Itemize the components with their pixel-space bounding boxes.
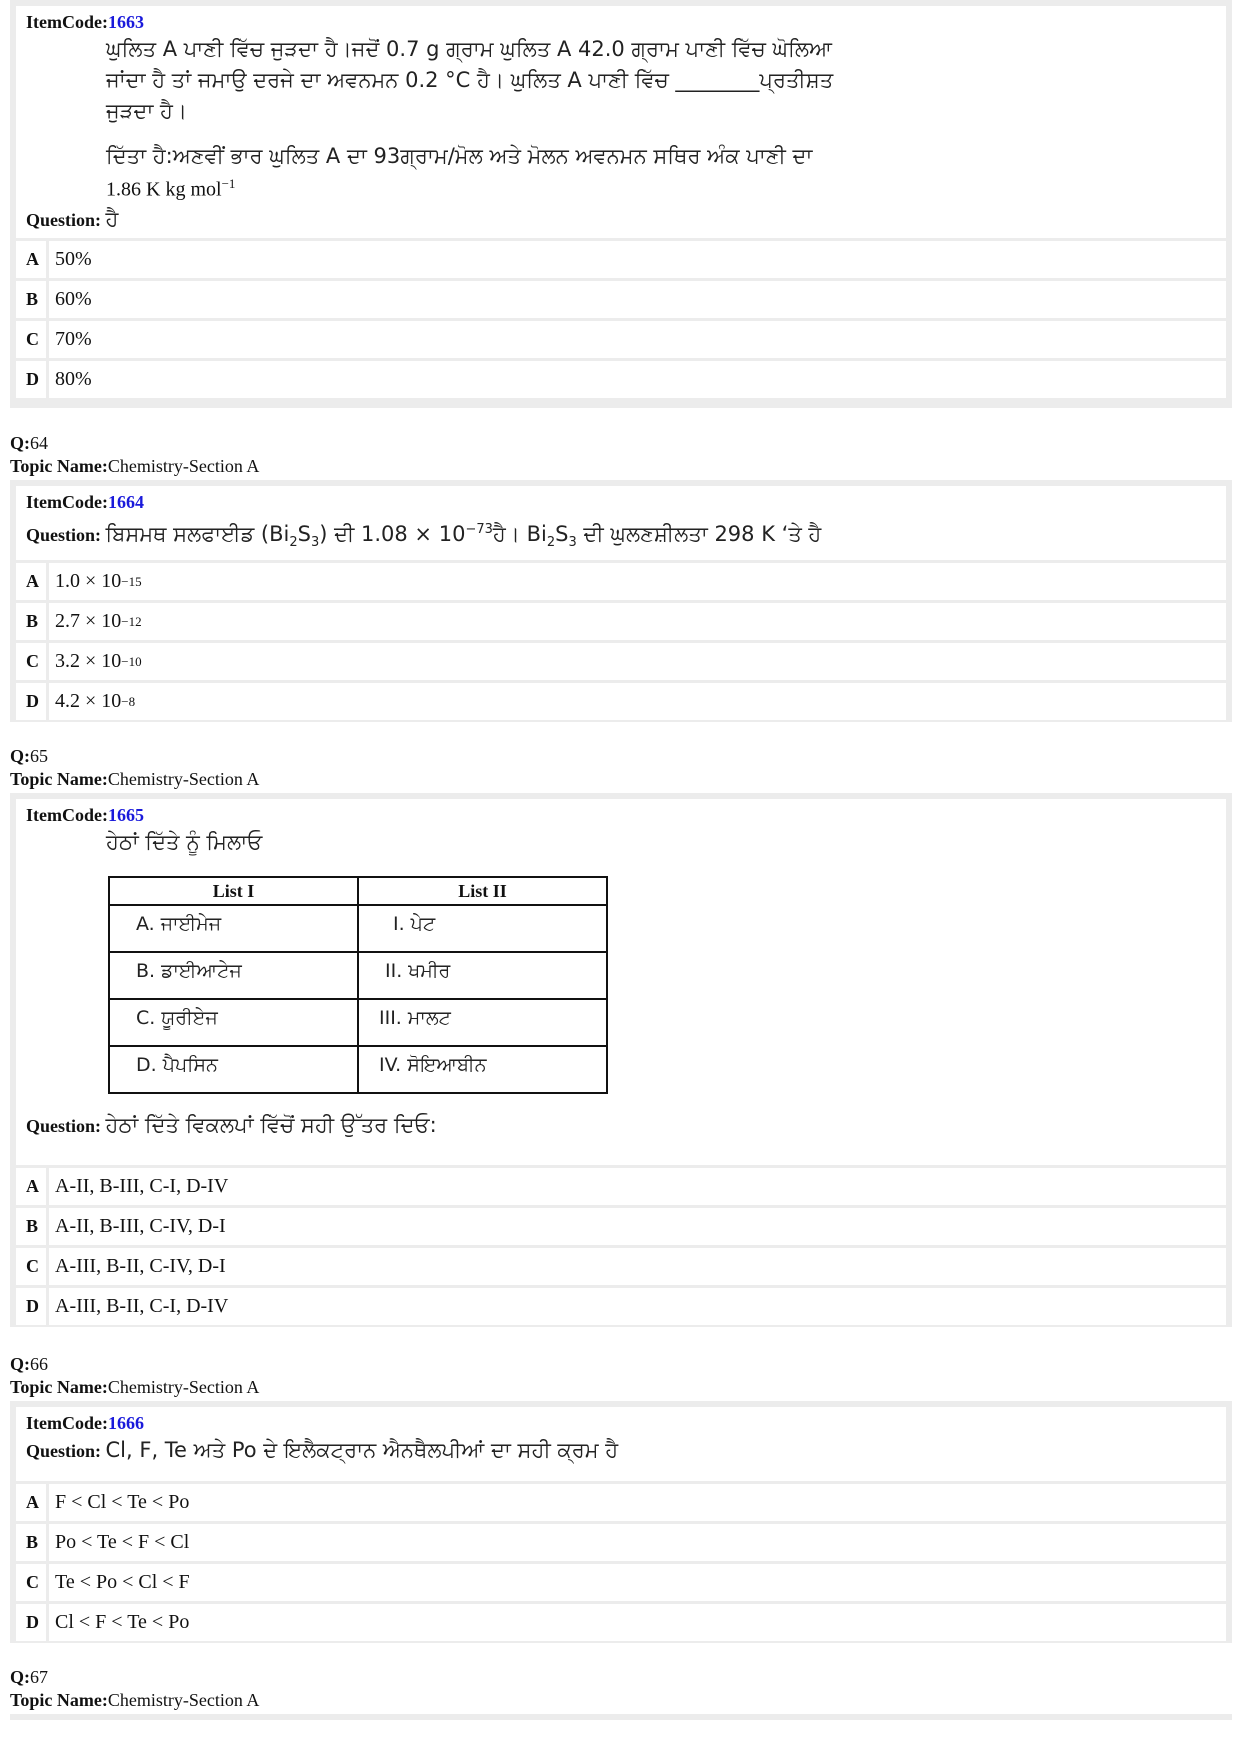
topic-label: Topic Name: <box>10 1377 108 1397</box>
question-text <box>105 522 822 551</box>
question-label: Question: <box>26 1441 102 1461</box>
option-text: 80% <box>49 361 1226 398</box>
q-sub: 2 <box>546 535 556 551</box>
q-label: Q: <box>10 746 30 766</box>
option-row[interactable] <box>16 1168 1226 1205</box>
table-cell: B. ਡਾਈਆਟੇਜ <box>109 952 358 999</box>
table-cell: III. ਮਾਲਟ <box>358 999 607 1046</box>
stem-line: ਜਾਂਦਾ ਹੈ ਤਾਂ ਜਮਾਉ ਦਰਜੇ ਦਾ ਅਵਨਮਨ 0.2 °C ਹੈ। ਘੁਲਿਤ A ਪਾਣੀ ਵਿੱਚ ________ਪ੍ਰਤੀਸ਼ਤ <box>106 68 834 92</box>
question-line <box>26 514 1216 558</box>
option-letter: D <box>16 1288 46 1325</box>
table-cell: A. ਜਾਈਮੇਜ <box>109 905 358 952</box>
option-letter: D <box>16 1604 46 1641</box>
option-letter: B <box>16 603 46 640</box>
question-block-1665 <box>10 793 1232 1327</box>
option-text: F < Cl < Te < Po <box>49 1484 1226 1521</box>
q-label: Q: <box>10 1667 30 1687</box>
option-row[interactable] <box>16 1248 1226 1285</box>
option-letter: A <box>16 563 46 600</box>
question-label: Question: <box>26 209 102 230</box>
option-text <box>49 643 1226 680</box>
table-cell: IV. ਸੋਇਆਬੀਨ <box>358 1046 607 1093</box>
table-row <box>109 999 607 1046</box>
item-stem <box>16 486 1226 560</box>
topic-name: Chemistry-Section A <box>107 769 260 789</box>
table-row <box>109 1046 607 1093</box>
q-text-part: ) ਦੀ 1.08 × 10 <box>319 522 466 546</box>
item-stem <box>16 6 1226 238</box>
question-block-1663 <box>10 0 1232 408</box>
question-header <box>10 745 259 791</box>
option-letter: B <box>16 1208 46 1245</box>
option-text: 60% <box>49 281 1226 318</box>
option-row[interactable] <box>16 563 1226 600</box>
q-text-part: ਬਿਸਮਥ ਸਲਫਾਈਡ (Bi <box>105 522 290 546</box>
option-text: Cl < F < Te < Po <box>49 1604 1226 1641</box>
q-number: 67 <box>30 1667 48 1687</box>
question-line <box>26 204 1216 235</box>
option-letter: C <box>16 321 46 358</box>
question-header <box>10 1666 259 1712</box>
option-row[interactable] <box>16 683 1226 720</box>
question-block-1664 <box>10 480 1232 722</box>
given-line: ਦਿੱਤਾ ਹੈ:ਅਣਵੀਂ ਭਾਰ ਘੁਲਿਤ A ਦਾ 93ਗ੍ਰਾਮ/ਮੋਲ ਅਤੇ ਮੋਲਨ ਅਵਨਮਨ ਸਥਿਰ ਅੰਕ ਪਾਣੀ ਦਾ <box>106 144 813 168</box>
option-text: 70% <box>49 321 1226 358</box>
item-code-label: ItemCode: <box>26 12 108 32</box>
topic-label: Topic Name: <box>10 1690 108 1710</box>
option-row[interactable] <box>16 281 1226 318</box>
option-text <box>49 603 1226 640</box>
next-block-edge <box>10 1714 1232 1720</box>
table-cell: I. ਪੇਟ <box>358 905 607 952</box>
option-row[interactable] <box>16 603 1226 640</box>
option-letter: C <box>16 1564 46 1601</box>
option-letter: D <box>16 683 46 720</box>
option-row[interactable] <box>16 1288 1226 1325</box>
item-code-label: ItemCode: <box>26 492 108 512</box>
option-exp: −15 <box>121 573 142 589</box>
option-letter: C <box>16 1248 46 1285</box>
option-text <box>49 563 1226 600</box>
option-letter: B <box>16 281 46 318</box>
option-letter: A <box>16 1168 46 1205</box>
item-code-label: ItemCode: <box>26 805 108 825</box>
option-text: A-III, B-II, C-IV, D-I <box>49 1248 1226 1285</box>
stem-line: ਘੁਲਿਤ A ਪਾਣੀ ਵਿੱਚ ਜੁੜਦਾ ਹੈ।ਜਦੋਂ 0.7 g ਗ੍ਰਾਮ ਘੁਲਿਤ A 42.0 ਗ੍ਰਾਮ ਪਾਣੀ ਵਿੱਚ ਘੋਲਿਆ <box>106 37 832 61</box>
match-table <box>108 876 608 1094</box>
option-text: A-III, B-II, C-I, D-IV <box>49 1288 1226 1325</box>
option-exp: −12 <box>121 613 142 629</box>
option-base: 1.0 × 10 <box>55 570 122 592</box>
question-line <box>26 1435 1216 1466</box>
option-letter: A <box>16 1484 46 1521</box>
option-letter: D <box>16 361 46 398</box>
option-row[interactable] <box>16 241 1226 278</box>
option-exp: −8 <box>121 693 136 709</box>
q-sub: 3 <box>310 535 320 551</box>
topic-label: Topic Name: <box>10 769 108 789</box>
item-code-label: ItemCode: <box>26 1413 108 1433</box>
q-number: 65 <box>30 746 48 766</box>
option-base: 3.2 × 10 <box>55 650 122 672</box>
table-row <box>109 905 607 952</box>
given-value-text: 1.86 K kg mol <box>106 178 222 201</box>
option-row[interactable] <box>16 1484 1226 1521</box>
option-text: 50% <box>49 241 1226 278</box>
q-exp: −73 <box>465 522 493 537</box>
option-row[interactable] <box>16 1604 1226 1641</box>
option-exp: −10 <box>121 653 142 669</box>
q-text-part: ਹੈ। Bi <box>492 522 547 546</box>
option-text: Te < Po < Cl < F <box>49 1564 1226 1601</box>
topic-name: Chemistry-Section A <box>107 1377 260 1397</box>
option-text <box>49 683 1226 720</box>
option-letter: B <box>16 1524 46 1561</box>
option-row[interactable] <box>16 321 1226 358</box>
question-text: Cl, F, Te ਅਤੇ Po ਦੇ ਇਲੈਕਟ੍ਰਾਨ ਐਨਥੈਲਪੀਆਂ ਦਾ ਸਹੀ ਕ੍ਰਮ ਹੈ <box>105 1438 619 1462</box>
q-sub: 3 <box>568 535 577 551</box>
topic-name: Chemistry-Section A <box>107 1690 260 1710</box>
question-label: Question: <box>26 525 102 545</box>
table-cell: II. ਖਮੀਰ <box>358 952 607 999</box>
option-base: 2.7 × 10 <box>55 610 122 632</box>
option-text: A-II, B-III, C-I, D-IV <box>49 1168 1226 1205</box>
question-label: Question: <box>26 1116 102 1136</box>
option-text: A-II, B-III, C-IV, D-I <box>49 1208 1226 1245</box>
question-header <box>10 432 259 478</box>
question-text: ਹੈ <box>105 206 119 231</box>
option-row[interactable] <box>16 1564 1226 1601</box>
table-header: List I <box>109 877 358 905</box>
question-block-1666 <box>10 1401 1232 1643</box>
given-value-exp: −1 <box>221 176 236 191</box>
q-number: 66 <box>30 1354 48 1374</box>
topic-name: Chemistry-Section A <box>107 456 260 476</box>
option-text: Po < Te < F < Cl <box>49 1524 1226 1561</box>
table-cell: C. ਯੂਰੀਏਜ <box>109 999 358 1046</box>
table-header: List II <box>358 877 607 905</box>
item-code: 1664 <box>107 492 144 512</box>
q-label: Q: <box>10 1354 30 1374</box>
table-cell: D. ਪੈਪਸਿਨ <box>109 1046 358 1093</box>
intro-text: ਹੇਠਾਂ ਦਿੱਤੇ ਨੂੰ ਮਿਲਾਓ <box>106 830 263 854</box>
question-line <box>26 1110 1216 1141</box>
q-number: 64 <box>30 433 48 453</box>
table-row <box>109 952 607 999</box>
option-letter: A <box>16 241 46 278</box>
stem-line: ਜੁੜਦਾ ਹੈ। <box>106 99 188 123</box>
option-letter: C <box>16 643 46 680</box>
q-text-part: S <box>297 522 311 546</box>
item-code: 1665 <box>107 805 144 825</box>
option-row[interactable] <box>16 643 1226 680</box>
option-row[interactable] <box>16 361 1226 398</box>
q-text-part: S <box>555 522 569 546</box>
q-text-part: ਦੀ ਘੁਲਣਸ਼ੀਲਤਾ 298 K ‘ਤੇ ਹੈ <box>576 522 822 546</box>
option-row[interactable] <box>16 1208 1226 1245</box>
given-value <box>26 172 1216 202</box>
option-base: 4.2 × 10 <box>55 690 122 712</box>
item-stem <box>16 799 1226 1165</box>
option-row[interactable] <box>16 1524 1226 1561</box>
item-code: 1663 <box>107 12 144 32</box>
q-sub: 2 <box>289 535 298 551</box>
item-code: 1666 <box>107 1413 144 1433</box>
question-header <box>10 1353 259 1399</box>
question-text: ਹੇਠਾਂ ਦਿੱਤੇ ਵਿਕਲਪਾਂ ਵਿੱਚੋਂ ਸਹੀ ਉੱਤਰ ਦਿਓ: <box>105 1113 437 1137</box>
q-label: Q: <box>10 433 30 453</box>
topic-label: Topic Name: <box>10 456 108 476</box>
item-stem <box>16 1407 1226 1481</box>
